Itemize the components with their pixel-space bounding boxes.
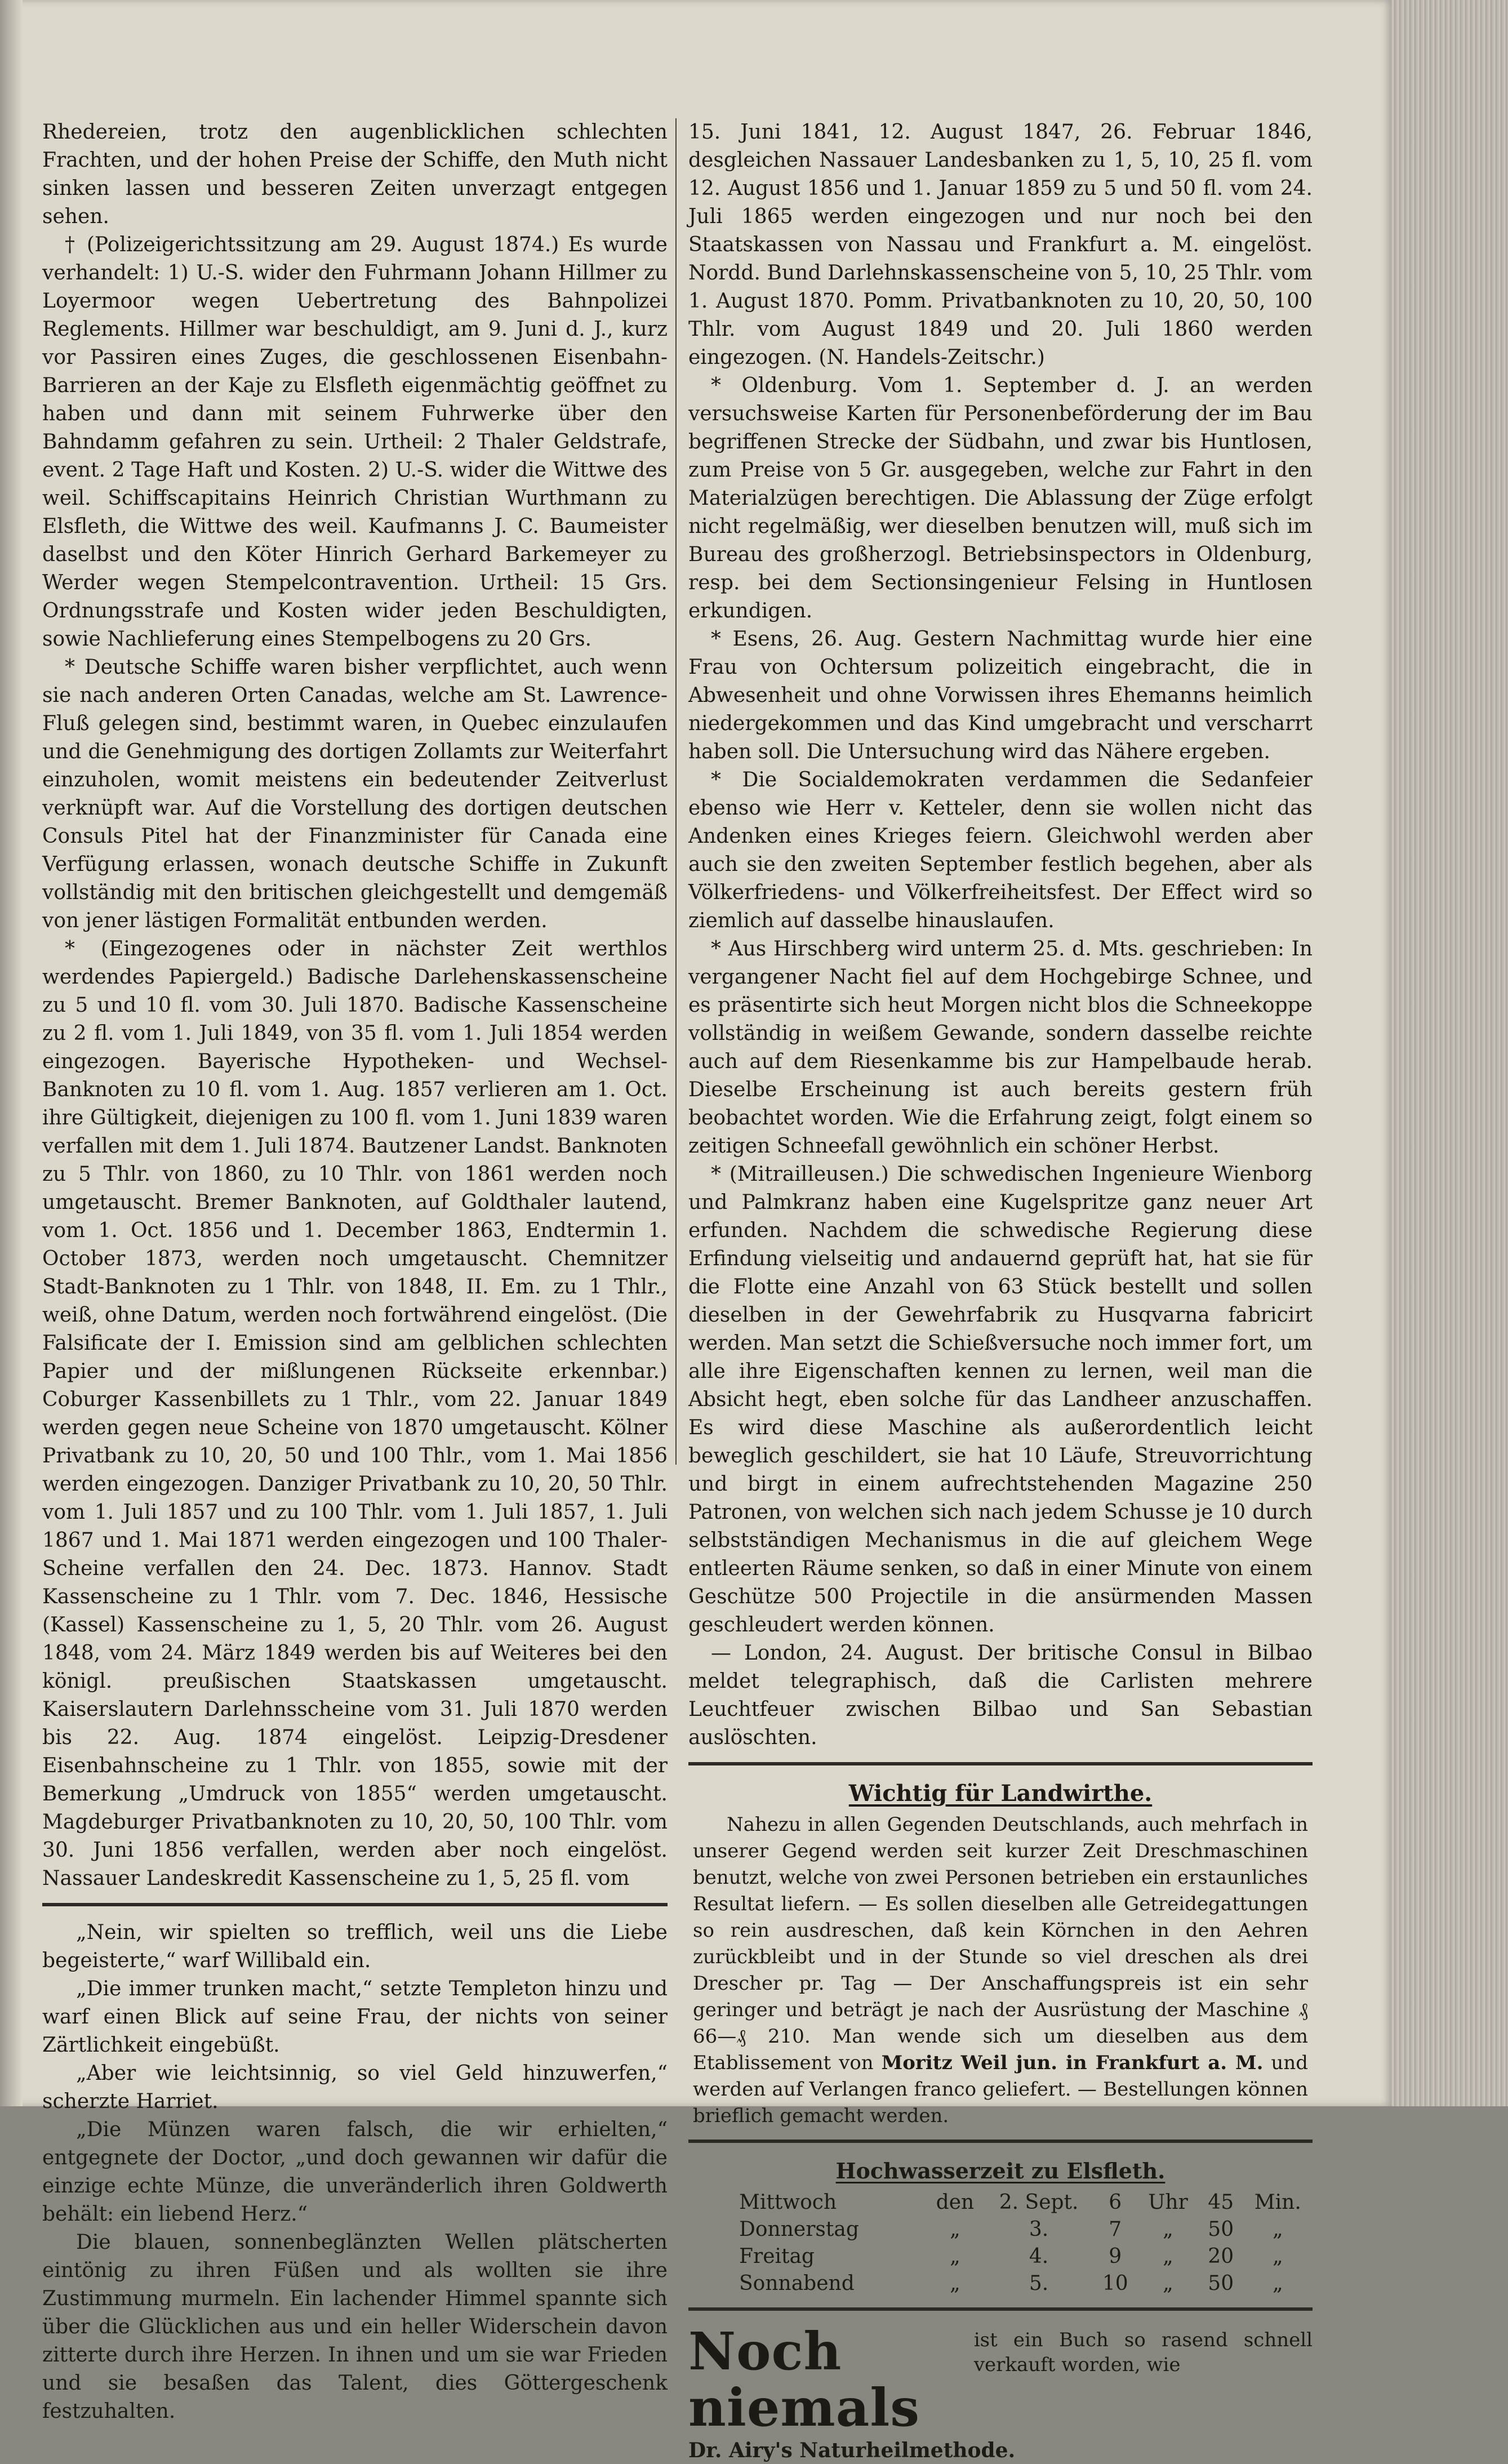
tide-row: [688, 2216, 1313, 2243]
tide-cell-unit: „: [1163, 2272, 1173, 2295]
news-paragraph: * Die Socialdemokraten verdammen die Sedanfeier ebenso wie Herr v. Ketteler, denn sie wollen nicht das Andenken eines Krieges feiern. Gleichwohl werden aber auch sie den zweiten September festlich begehen, aber als Völkerfriedens- und Völkerfreiheitsfest. Der Effect wird so ziemlich auf dasselbe hinauslaufen.: [688, 768, 1313, 932]
tide-cell-pre: „: [950, 2272, 960, 2295]
tide-cell-mlabel: „: [1272, 2218, 1283, 2241]
tide-cell-min: 20: [1208, 2245, 1234, 2268]
tide-cell-pre: „: [950, 2245, 960, 2268]
left-column: [42, 118, 668, 2426]
tide-cell-hour: 7: [1109, 2218, 1122, 2241]
ad-side-text: ist ein Buch so rasend schnell verkauft worden, wie: [973, 2329, 1313, 2376]
ad-divider: [688, 2140, 1313, 2143]
story-paragraph: „Die immer trunken macht,“ setzte Templeton hinzu und warf einen Blick auf seine Frau, der nichts von seiner Zärtlichkeit eingebüßt.: [42, 1977, 668, 2057]
news-paragraph: * Deutsche Schiffe waren bisher verpflichtet, auch wenn sie nach anderen Orten Canadas, welche am St. Lawrence-Fluß gelegen sind, bestimmt waren, in Quebec einzulaufen und die Genehmigung des dortigen Zollamts zur Weiterfahrt einzuholen, womit meistens ein bedeutender Zeitverlust verknüpft war. Auf die Vorstellung des dortigen deutschen Consuls Pitel hat der Finanzminister für Canada eine Verfügung erlassen, wonach deutsche Schiffe in Zukunft vollständig mit den britischen gleichgestellt und demgemäß von jener lästigen Formalität entbunden werden.: [42, 656, 668, 932]
tide-cell-min: 45: [1208, 2191, 1234, 2214]
tide-cell-date: 5.: [1029, 2272, 1049, 2295]
tide-cell-mlabel: Min.: [1254, 2191, 1301, 2214]
tide-cell-hour: 10: [1102, 2272, 1128, 2295]
tide-row: [688, 2270, 1313, 2297]
news-paragraph: † (Polizeigerichtssitzung am 29. August 1874.) Es wurde verhandelt: 1) U.-S. wider den Fuhrmann Johann Hillmer zu Loyermoor wegen Uebertretung des Bahnpolizei Reglements. Hillmer war beschuldigt, am 9. Juni d. J., kurz vor Passiren eines Zuges, die geschlossenen Eisenbahn-Barrieren an der Kaje zu Elsfleth eigenmächtig geöffnet zu haben und dann mit seinem Fuhrwerke über den Bahndamm gefahren zu sein. Urtheil: 2 Thaler Geldstrafe, event. 2 Tage Haft und Kosten. 2) U.-S. wider die Wittwe des weil. Schiffscapitains Heinrich Christian Wurthmann zu Elsfleth, die Wittwe des weil. Kaufmanns J. C. Baumeister daselbst und den Köter Hinrich Gerhard Barkemeyer zu Werder wegen Stempelcontravention. Urtheil: 15 Grs. Ordnungsstrafe und Kosten wider jeden Beschuldigten, sowie Nachlieferung eines Stempelbogens zu 20 Grs.: [42, 233, 668, 651]
tide-cell-date: 4.: [1029, 2245, 1049, 2268]
book-page-edges: [1391, 0, 1508, 2106]
tide-cell-unit: „: [1163, 2218, 1173, 2241]
tide-table: [688, 2189, 1313, 2297]
news-paragraph: * (Eingezogenes oder in nächster Zeit werthlos werdendes Papiergeld.) Badische Darlehenskassenscheine zu 5 und 10 fl. vom 30. Juli 1870. Badische Kassenscheine zu 2 fl. vom 1. Juli 1849, von 35 fl. vom 1. Juli 1854 werden eingezogen. Bayerische Hypotheken- und Wechsel-Banknoten zu 10 fl. vom 1. Aug. 1857 verlieren am 1. Oct. ihre Gültigkeit, diejenigen zu 100 fl. vom 1. Juni 1839 waren verfallen mit dem 1. Juli 1874. Bautzener Landst. Banknoten zu 5 Thlr. von 1860, zu 10 Thlr. von 1861 werden noch umgetauscht. Bremer Banknoten, auf Goldthaler lautend, vom 1. Oct. 1856 und 1. December 1863, Endtermin 1. October 1873, werden noch umgetauscht. Chemnitzer Stadt-Banknoten zu 1 Thlr. von 1848, II. Em. zu 1 Thlr., weiß, ohne Datum, werden noch fortwährend eingelöst. (Die Falsificate der I. Emission sind am gelblichen schlechten Papier und der mißlungenen Rückseite erkennbar.) Coburger Kassenbillets zu 1 Thlr., vom 22. Januar 1849 werden gegen neue Scheine von 1870 umgetauscht. Kölner Privatbank zu 10, 20, 50 und 100 Thlr., vom 1. Mai 1856 werden eingezogen. Danziger Privatbank zu 10, 20, 50 Thlr. vom 1. Juli 1857 und zu 100 Thlr. vom 1. Juli 1857, 1. Juli 1867 und 1. Mai 1871 werden eingezogen und 100 Thaler-Scheine verfallen den 24. Dec. 1873. Hannov. Stadt Kassenscheine zu 1 Thlr. vom 7. Dec. 1846, Hessische (Kassel) Kassenscheine zu 1, 5, 20 Thlr. vom 26. August 1848, vom 24. März 1849 werden bis auf Weiteres bei den königl. preußischen Staatskassen umgetauscht. Kaiserslautern Darlehnsscheine vom 31. Juli 1870 werden bis 22. Aug. 1874 eingelöst. Leipzig-Dresdener Eisenbahnscheine zu 1 Thlr. von 1855, sowie mit der Bemerkung „Umdruck von 1855“ werden umgetauscht. Magdeburger Privatbanknoten zu 10, 20, 50, 100 Thlr. vom 30. Juni 1856 verfallen, werden aber noch eingelöst. Nassauer Landeskredit Kassenscheine zu 1, 5, 25 fl. vom: [42, 937, 668, 1890]
tide-cell-date: 2. Sept.: [999, 2191, 1079, 2214]
ad-book-title: Dr. Airy's Naturheilmethode.: [688, 2439, 1016, 2462]
ad-divider: [688, 1762, 1313, 1765]
news-paragraph: — London, 24. August. Der britische Consul in Bilbao meldet telegraphisch, daß die Carlisten mehrere Leuchtfeuer zwischen Bilbao und San Sebastian auslöschten.: [688, 1642, 1313, 1749]
tide-cell-min: 50: [1208, 2218, 1234, 2241]
news-paragraph: * Esens, 26. Aug. Gestern Nachmittag wurde hier eine Frau von Ochtersum polizeitich eingebracht, die in Abwesenheit und ohne Vorwissen ihres Ehemanns heimlich niedergekommen und das Kind umgebracht und verscharrt haben soll. Die Untersuchung wird das Nähere ergeben.: [688, 628, 1313, 763]
tide-cell-unit: Uhr: [1148, 2191, 1188, 2214]
tide-cell-day: Mittwoch: [739, 2191, 837, 2214]
ad-firm: Moritz Weil jun. in Frankfurt a. M.: [881, 2052, 1264, 2074]
feuilleton-divider: [42, 1903, 668, 1906]
tide-cell-hour: 6: [1109, 2191, 1122, 2214]
tide-cell-mlabel: „: [1272, 2245, 1283, 2268]
tide-cell-min: 50: [1208, 2272, 1234, 2295]
gutter-shade: [0, 0, 23, 2106]
tide-row: [688, 2243, 1313, 2270]
story-paragraph: „Die Münzen waren falsch, die wir erhielten,“ entgegnete der Doctor, „und doch gewannen wir dafür die einzige echte Münze, die unveränderlich ihren Goldwerth behält: ein liebend Herz.“: [42, 2118, 668, 2226]
ad-noch-niemals: [688, 2323, 1313, 2464]
news-paragraph: * (Mitrailleusen.) Die schwedischen Ingenieure Wienborg und Palmkranz haben eine Kugelspritze ganz neuer Art erfunden. Nachdem die schwedische Regierung diese Erfindung vielseitig und andauernd geprüft hat, hat sie für die Flotte eine Anzahl von 63 Stück bestellt und sollen dieselben in der Gewehrfabrik zu Husqvarna fabricirt werden. Man setzt die Schießversuche noch immer fort, um alle ihre Eigenschaften kennen zu lernen, weil man die Absicht hegt, eben solche für das Landheer anzuschaffen. Es wird diese Maschine als außerordentlich leicht beweglich geschildert, sie hat 10 Läufe, Streuvorrichtung und birgt in einem aufrechtstehenden Magazine 250 Patronen, von welchen sich nach jedem Schusse je 10 durch selbstständigen Mechanismus in die auf gleichem Wege entleerten Räume senken, so daß in einer Minute von einem Geschütze 500 Projectile in die ansürmenden Massen geschleudert werden können.: [688, 1163, 1313, 1636]
news-paragraph: 15. Juni 1841, 12. August 1847, 26. Februar 1846, desgleichen Nassauer Landesbanken zu 1, 5, 10, 25 fl. vom 12. August 1856 und 1. Januar 1859 zu 5 und 50 fl. vom 24. Juli 1865 werden eingezogen und nur noch bei den Staatskassen von Nassau und Frankfurt a. M. eingelöst. Nordd. Bund Darlehnskassenscheine von 5, 10, 25 Thlr. vom 1. August 1870. Pomm. Privatbanknoten zu 10, 20, 50, 100 Thlr. vom August 1849 und 20. Juli 1860 werden eingezogen. (N. Handels-Zeitschr.): [688, 121, 1313, 369]
tide-row: [688, 2189, 1313, 2216]
ad-title: Wichtig für Landwirthe.: [848, 1780, 1153, 1807]
tide-cell-day: Sonnabend: [739, 2272, 855, 2295]
tide-cell-hour: 9: [1109, 2245, 1122, 2268]
ad-divider: [688, 2307, 1313, 2311]
column-rule: [675, 118, 677, 1465]
tide-cell-date: 3.: [1029, 2218, 1049, 2241]
tide-cell-unit: „: [1163, 2245, 1173, 2268]
feuilleton-story: [42, 1919, 668, 2426]
tide-cell-mlabel: „: [1272, 2272, 1283, 2295]
tide-cell-pre: den: [936, 2191, 975, 2214]
story-paragraph: Die blauen, sonnenbeglänzten Wellen plätscherten eintönig zu ihren Füßen und als wollten sie ihre Zustimmung murmeln. Ein lachender Himmel spannte sich über die Glücklichen aus und ein heller Widerschein davon zitterte durch ihre Herzen. In ihnen und um sie war Frieden und sie besaßen das Talent, dies Göttergeschenk festzuhalten.: [42, 2231, 668, 2423]
tide-cell-day: Freitag: [739, 2245, 815, 2268]
ad-body-text: Nahezu in allen Gegenden Deutschlands, auch mehrfach in unserer Gegend werden seit kurzer Zeit Dreschmaschinen benutzt, welche von zwei Personen betrieben ein erstaunliches Resultat liefern. — Es sollen dieselben alle Getreidegattungen so rein ausdreschen, daß kein Körnchen in den Aehren zurückbleibt und in der Stunde so viel dreschen als drei Drescher pr. Tag — Der Anschaffungspreis ist ein sehr geringer und beträgt je nach der Ausrüstung der Maschine ₰ 66—₰ 210. Man wende sich um dieselben aus dem Etablissement von: [693, 1813, 1308, 2074]
story-paragraph: „Aber wie leichtsinnig, so viel Geld hinzuwerfen,“ scherzte Harriet.: [42, 2062, 668, 2113]
tide-cell-day: Donnerstag: [739, 2218, 859, 2241]
tide-title: Hochwasserzeit zu Elsfleth.: [835, 2158, 1166, 2183]
ad-tail: und werden auf Verlangen franco geliefert. — Bestellungen können brieflich gemacht werden.: [693, 2052, 1308, 2127]
story-paragraph: „Nein, wir spielten so trefflich, weil uns die Liebe begeisterte,“ warf Willibald ein.: [42, 1921, 668, 1972]
ad-body: [693, 1812, 1308, 2129]
tide-cell-pre: „: [950, 2218, 960, 2241]
right-column: [688, 118, 1313, 2464]
news-paragraph: Rhedereien, trotz den augenblicklichen schlechten Frachten, und der hohen Preise der Schiffe, den Muth nicht sinken lassen und besseren Zeiten unverzagt entgegen sehen.: [42, 121, 668, 228]
news-paragraph: * Oldenburg. Vom 1. September d. J. an werden versuchsweise Karten für Personenbeförderung der im Bau begriffenen Strecke der Südbahn, und zwar bis Huntlosen, zum Preise von 5 Gr. ausgegeben, welche zur Fahrt in den Materialzügen berechtigen. Die Ablassung der Züge erfolgt nicht regelmäßig, wer dieselben benutzen will, muß sich im Bureau des großherzogl. Betriebsinspectors in Oldenburg, resp. bei dem Sectionsingenieur Felsing in Huntlosen erkundigen.: [688, 374, 1313, 622]
tide-table-ad: [688, 2155, 1313, 2297]
ad-headline: Noch niemals: [688, 2321, 920, 2438]
news-paragraph: * Aus Hirschberg wird unterm 25. d. Mts. geschrieben: In vergangener Nacht fiel auf dem Hochgebirge Schnee, und es präsentirte sich heut Morgen nicht blos die Schneekoppe vollständig in weißem Gewande, sondern dasselbe reichte auch auf dem Riesenkamme bis zur Hampelbaude herab. Dieselbe Erscheinung ist auch bereits gestern früh beobachtet worden. Wie die Erfahrung zeigt, folgt einem so zeitigen Schneefall gewöhnlich ein schöner Herbst.: [688, 937, 1313, 1158]
ad-landwirthe: [688, 1778, 1313, 2129]
